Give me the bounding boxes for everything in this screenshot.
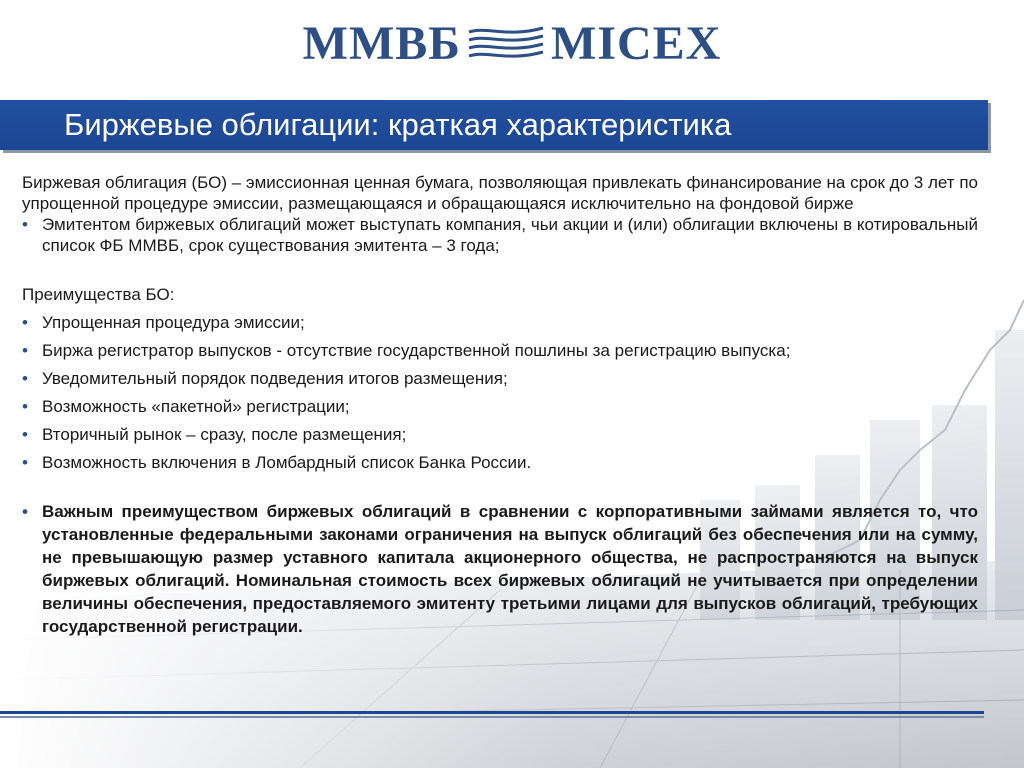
advantage-item: • Уведомительный порядок подведения итогов размещения; bbox=[22, 368, 978, 389]
issuer-bullet: • Эмитентом биржевых облигаций может выступать компания, чьи акции и (или) облигации включены в котировальный список ФБ ММВБ, срок существования эмитента – 3 года; bbox=[22, 214, 978, 256]
advantage-item: • Упрощенная процедура эмиссии; bbox=[22, 312, 978, 333]
logo-text-cyrillic: ММВБ bbox=[302, 17, 462, 70]
advantage-item: • Биржа регистратор выпусков - отсутствие государственной пошлины за регистрацию выпуска; bbox=[22, 340, 978, 361]
slide-title: Биржевые облигации: краткая характеристика bbox=[64, 107, 732, 142]
logo-text-latin: MICEX bbox=[551, 17, 722, 70]
advantages-heading: Преимущества БО: bbox=[22, 285, 175, 304]
logo bbox=[0, 14, 1024, 74]
advantage-item: • Возможность «пакетной» регистрации; bbox=[22, 396, 978, 417]
title-bar bbox=[0, 100, 988, 150]
slide-content bbox=[22, 172, 978, 638]
logo-wave-icon bbox=[467, 24, 545, 64]
definition-term: Биржевая облигация (БО) bbox=[22, 173, 227, 192]
footer-divider-secondary bbox=[0, 716, 984, 718]
advantages-list bbox=[22, 312, 978, 473]
important-note: • Важным преимуществом биржевых облигаций в сравнении с корпоративными займами является то, что установленные федеральными законами ограничения на выпуск облигаций без обеспечения или на сумму, не превышающую размер уставного капитала акционерного общества, не распространяются на выпуск биржевых облигаций. Номинальная стоимость всех биржевых облигаций не учитывается при определении величины обеспечения, предоставляемого эмитенту третьими лицами для выпусков облигаций, требующих государственной регистрации. bbox=[22, 500, 978, 638]
advantage-item: • Возможность включения в Ломбардный список Банка России. bbox=[22, 452, 978, 473]
footer-divider bbox=[0, 711, 984, 714]
definition-paragraph bbox=[22, 172, 978, 214]
definition-text: – эмиссионная ценная бумага, позволяющая привлекать финансирование на срок до 3 лет по упрощенной процедуре эмиссии, размещающаяся и обращающаяся исключительно на фондовой бирже bbox=[22, 173, 978, 213]
advantage-item: • Вторичный рынок – сразу, после размещения; bbox=[22, 424, 978, 445]
